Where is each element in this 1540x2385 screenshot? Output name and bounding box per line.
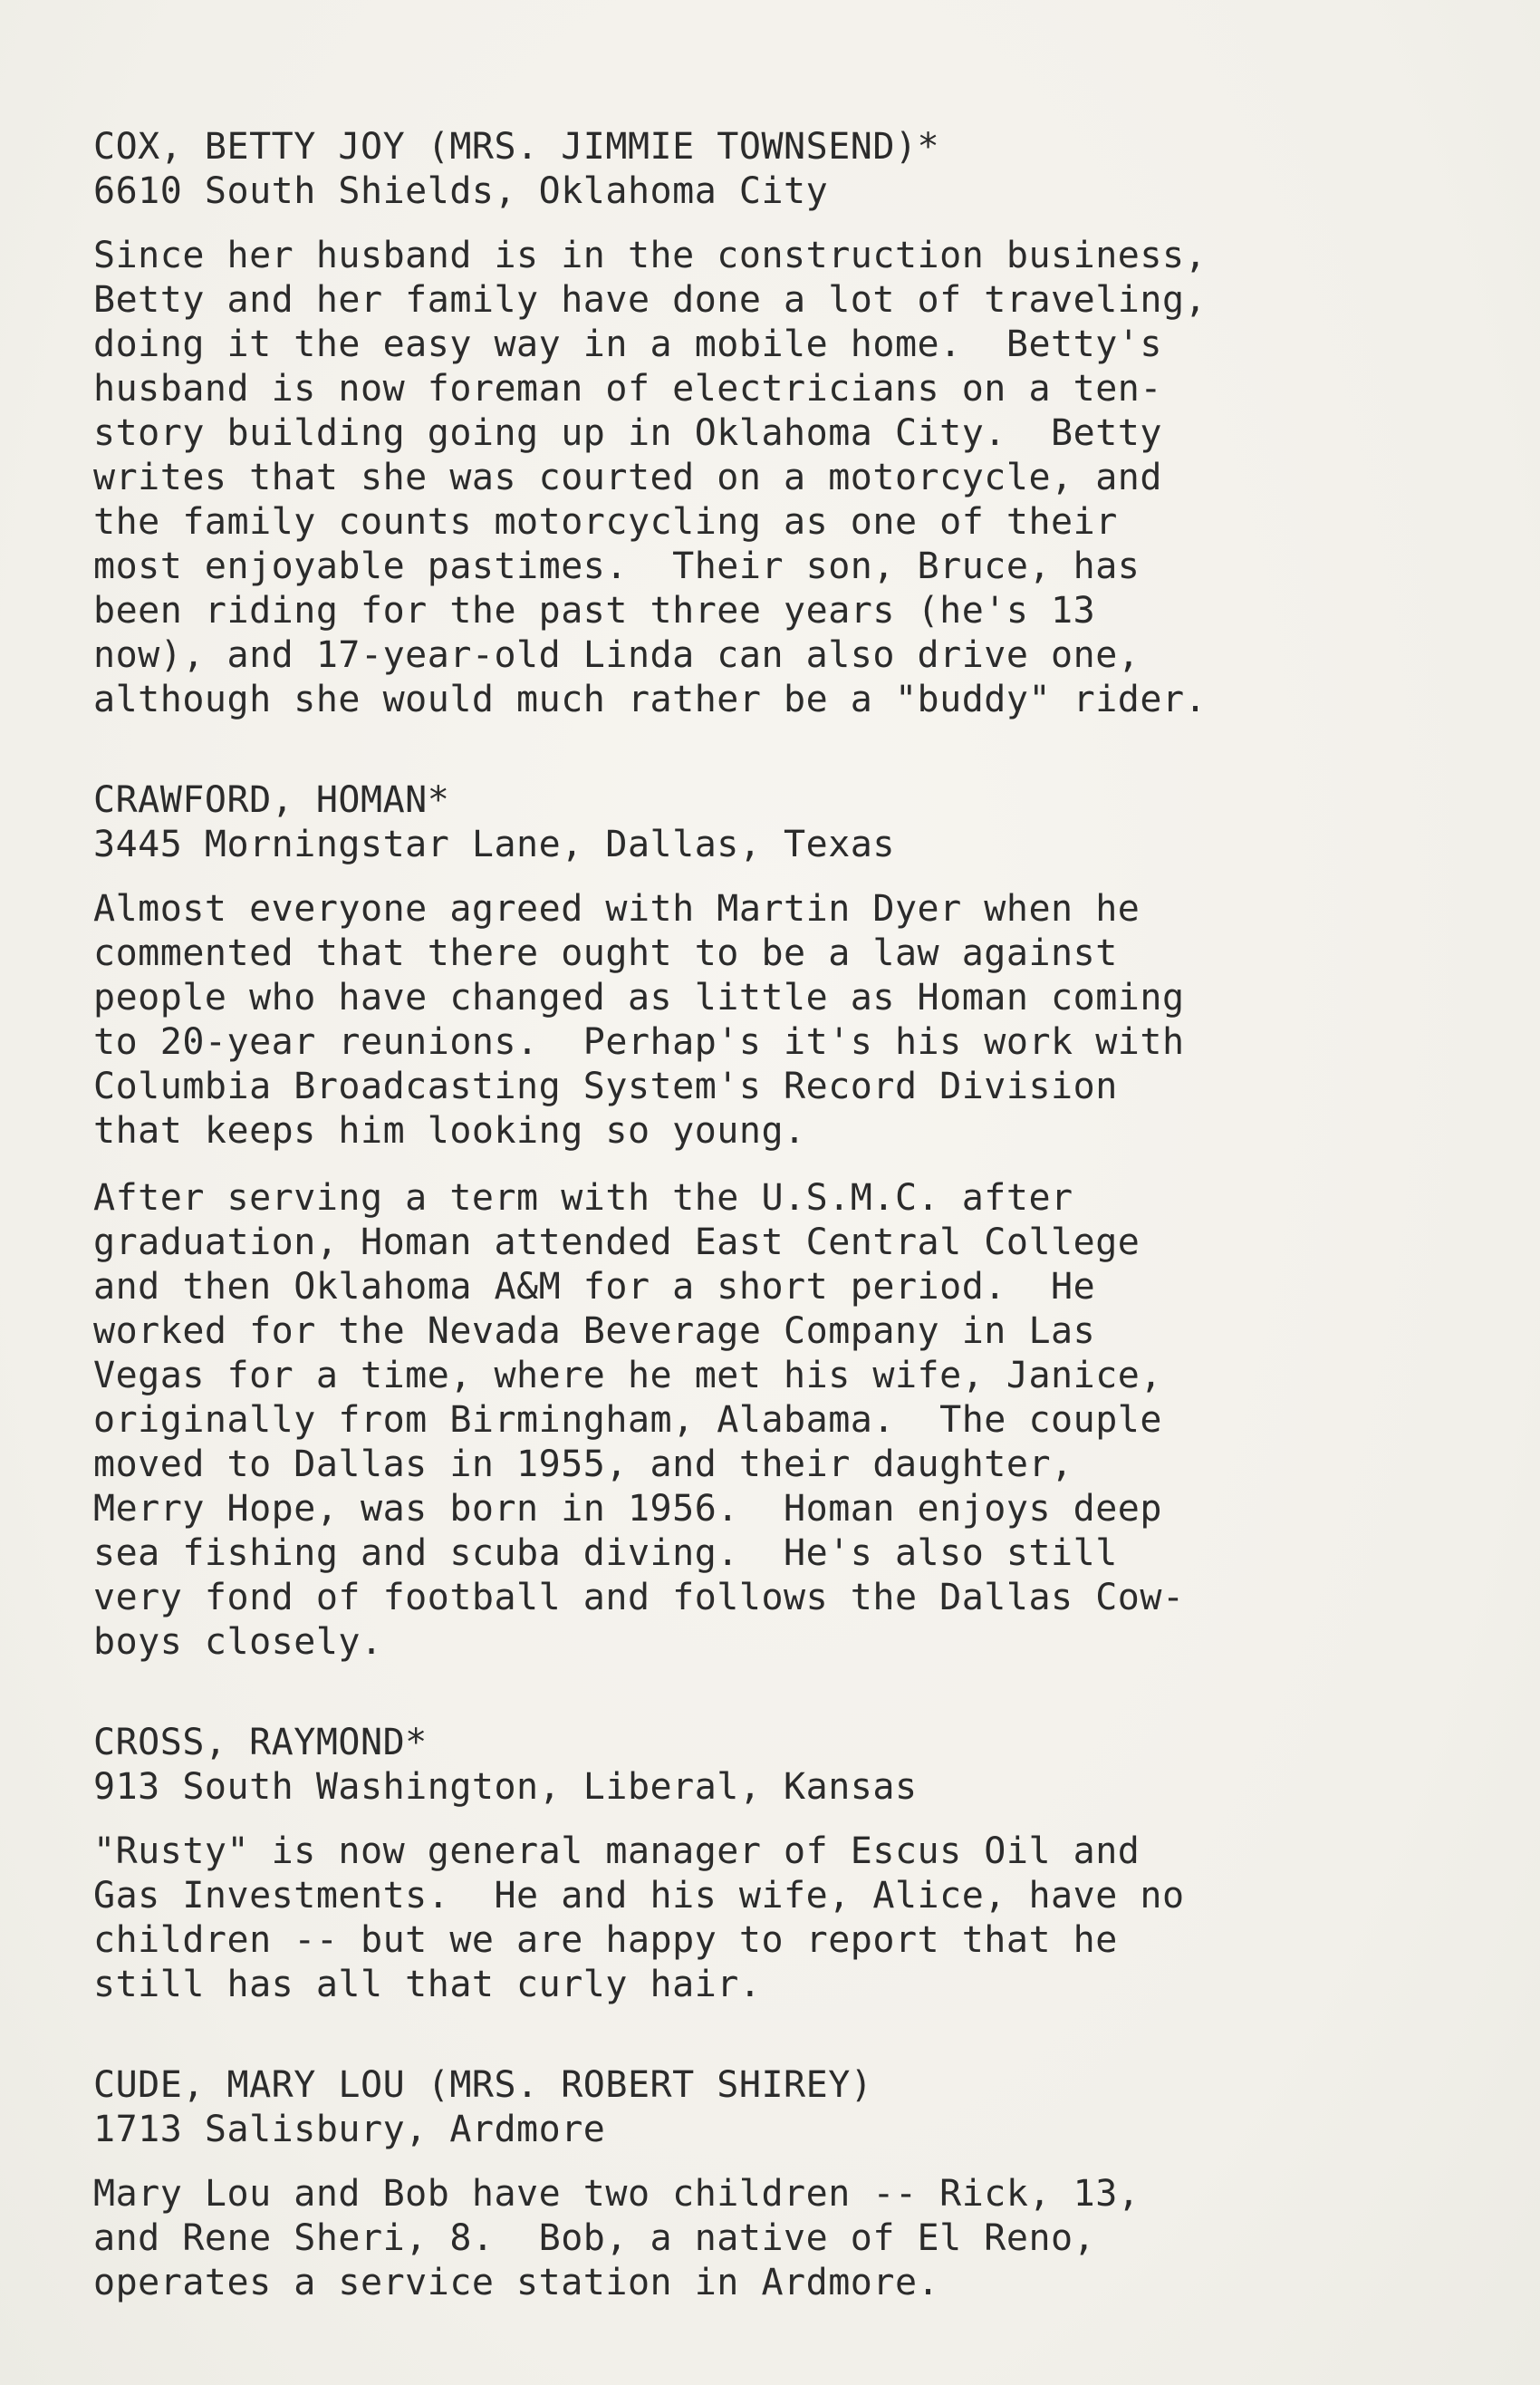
- entry-address: 3445 Morningstar Lane, Dallas, Texas: [93, 824, 895, 865]
- text-line: husband is now foreman of electricians on a ten-: [93, 368, 1162, 410]
- text-line: story building going up in Oklahoma City. Betty: [93, 412, 1162, 454]
- text-line: people who have changed as little as Homan coming: [93, 977, 1185, 1019]
- text-line: moved to Dallas in 1955, and their daughter,: [93, 1444, 1073, 1485]
- entry-paragraph: [93, 887, 1470, 1154]
- text-line: been riding for the past three years (he's 13: [93, 590, 1096, 632]
- text-line: "Rusty" is now general manager of Escus Oil and: [93, 1830, 1141, 1872]
- entry-name: CUDE, MARY LOU (MRS. ROBERT SHIREY): [93, 2064, 873, 2106]
- text-line: now), and 17-year-old Linda can also drive one,: [93, 634, 1141, 676]
- entry-paragraph: [93, 1176, 1470, 1665]
- text-line: writes that she was courted on a motorcycle, and: [93, 457, 1162, 498]
- text-line: children -- but we are happy to report that he: [93, 1919, 1118, 1961]
- entry-paragraph: [93, 234, 1470, 722]
- entry-spacer: [93, 745, 1470, 778]
- text-line: After serving a term with the U.S.M.C. after: [93, 1177, 1073, 1219]
- text-line: very fond of football and follows the Dallas Cow-: [93, 1577, 1185, 1618]
- entry-address: 913 South Washington, Liberal, Kansas: [93, 1766, 918, 1808]
- entry-address: 1713 Salisbury, Ardmore: [93, 2109, 606, 2150]
- text-line: operates a service station in Ardmore.: [93, 2262, 940, 2303]
- text-line: to 20-year reunions. Perhap's it's his work with: [93, 1021, 1185, 1063]
- entry-name: CRAWFORD, HOMAN*: [93, 779, 450, 821]
- text-line: and Rene Sheri, 8. Bob, a native of El Reno,: [93, 2217, 1096, 2259]
- text-line: doing it the easy way in a mobile home. Betty's: [93, 323, 1162, 365]
- text-line: Columbia Broadcasting System's Record Division: [93, 1066, 1118, 1107]
- text-line: that keeps him looking so young.: [93, 1110, 806, 1152]
- entry-address: 6610 South Shields, Oklahoma City: [93, 170, 829, 212]
- text-line: sea fishing and scuba diving. He's also still: [93, 1532, 1118, 1574]
- text-line: Merry Hope, was born in 1956. Homan enjoys deep: [93, 1488, 1162, 1530]
- text-line: Vegas for a time, where he met his wife, Janice,: [93, 1355, 1162, 1396]
- text-line: Gas Investments. He and his wife, Alice, have no: [93, 1875, 1185, 1917]
- text-line: Since her husband is in the construction business,: [93, 235, 1208, 276]
- entry-paragraph: [93, 2172, 1470, 2305]
- text-line: Betty and her family have done a lot of traveling,: [93, 279, 1208, 321]
- entry-cude: [93, 2063, 1470, 2305]
- entry-spacer: [93, 1687, 1470, 1721]
- entry-paragraph: [93, 1830, 1470, 2007]
- text-line: and then Oklahoma A&M for a short period. He: [93, 1266, 1096, 1308]
- text-line: boys closely.: [93, 1621, 383, 1663]
- text-line: most enjoyable pastimes. Their son, Bruce, has: [93, 546, 1141, 587]
- document-body: [93, 125, 1470, 2328]
- text-line: commented that there ought to be a law against: [93, 932, 1118, 974]
- entry-crawford: [93, 778, 1470, 1665]
- text-line: originally from Birmingham, Alabama. The couple: [93, 1399, 1162, 1441]
- entry-name: CROSS, RAYMOND*: [93, 1722, 428, 1763]
- text-line: worked for the Nevada Beverage Company in Las: [93, 1310, 1096, 1352]
- text-line: graduation, Homan attended East Central College: [93, 1221, 1141, 1263]
- entry-name: COX, BETTY JOY (MRS. JIMMIE TOWNSEND)*: [93, 126, 940, 168]
- text-line: still has all that curly hair.: [93, 1964, 762, 2005]
- text-line: Almost everyone agreed with Martin Dyer when he: [93, 888, 1141, 930]
- entry-cross: [93, 1721, 1470, 2007]
- entry-spacer: [93, 2030, 1470, 2063]
- text-line: Mary Lou and Bob have two children -- Rick, 13,: [93, 2173, 1141, 2215]
- text-line: the family counts motorcycling as one of their: [93, 501, 1118, 543]
- entry-cox: [93, 125, 1470, 722]
- text-line: although she would much rather be a "buddy" rider.: [93, 679, 1208, 720]
